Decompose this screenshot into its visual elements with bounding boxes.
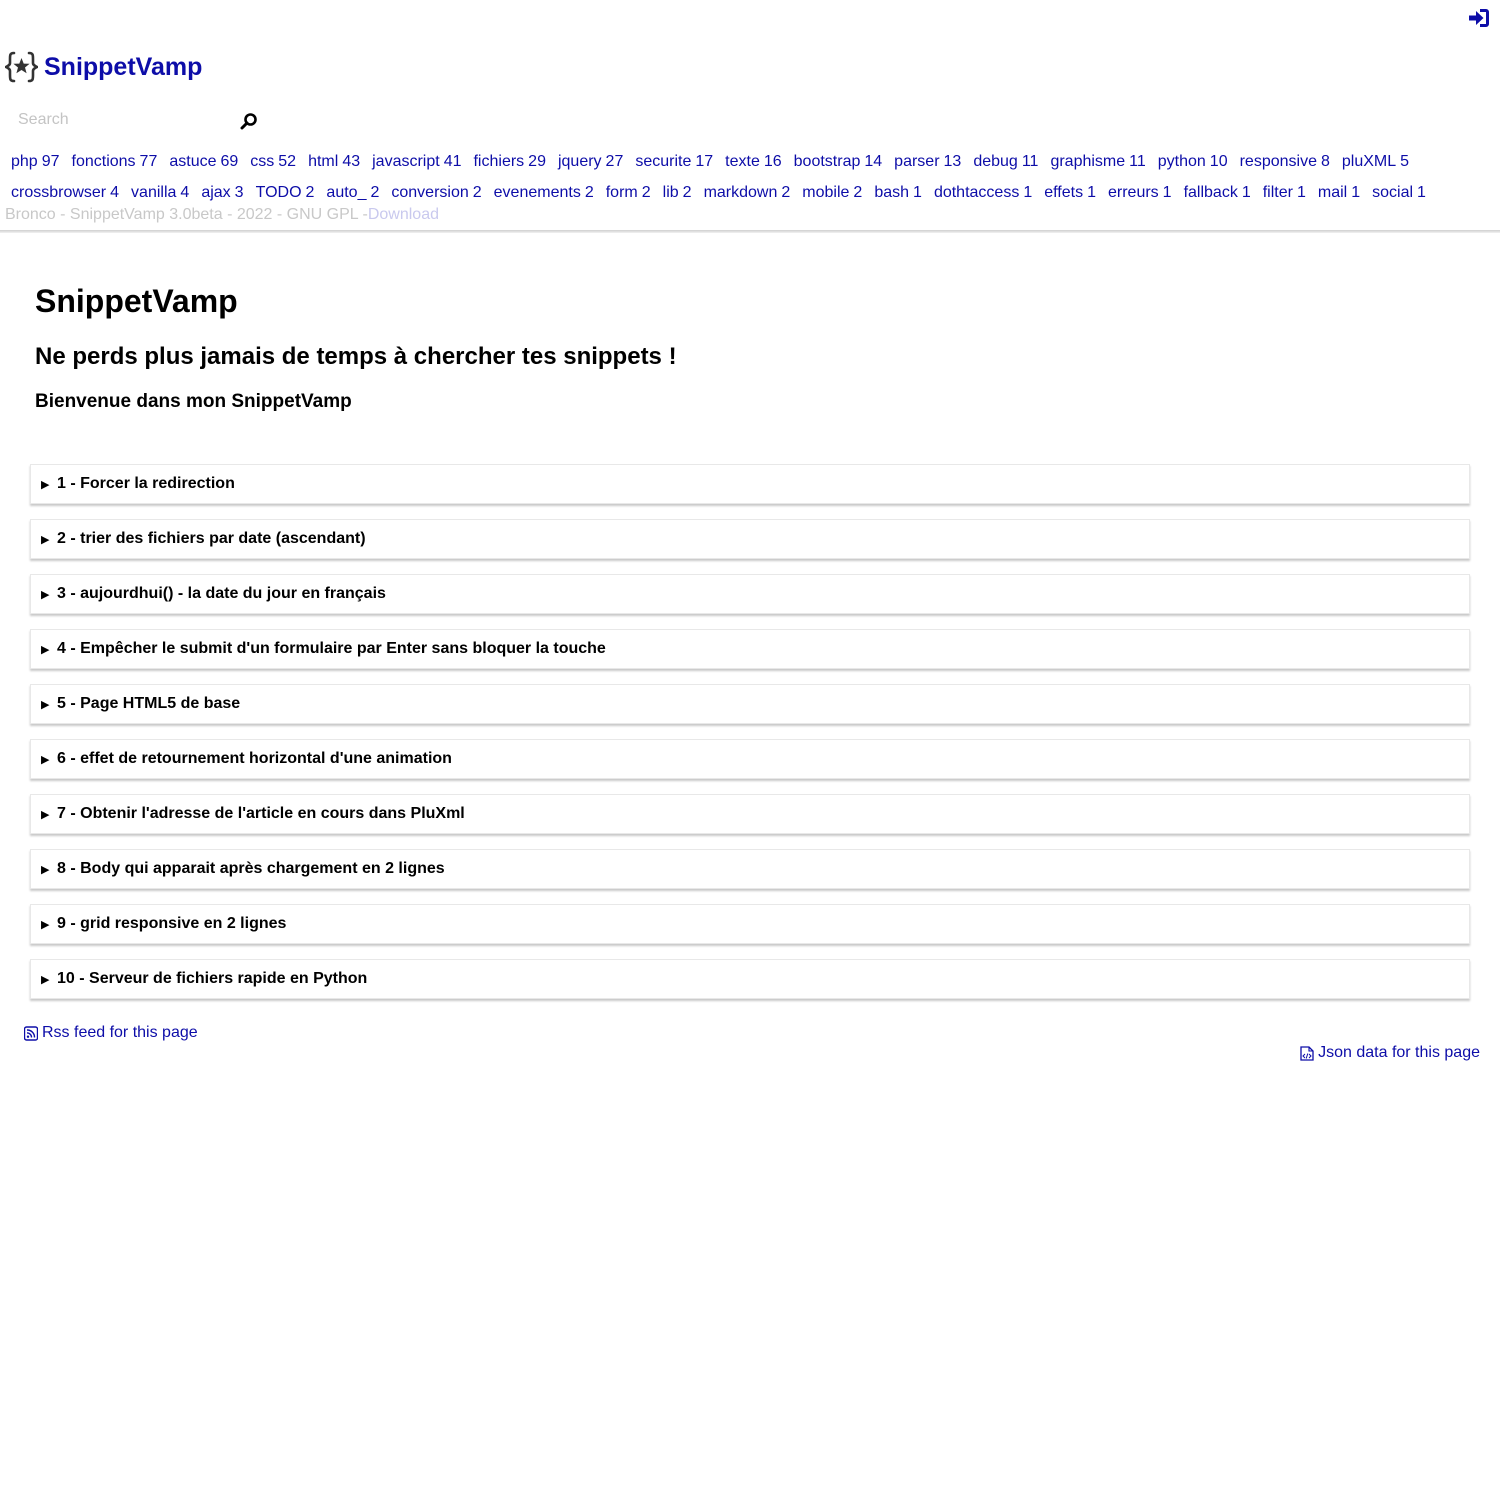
tag-count: 2 (781, 184, 791, 201)
snippet-item[interactable] (30, 849, 1470, 889)
snippet-title: 10 - Serveur de fichiers rapide en Python (57, 970, 368, 987)
tag-name: lib (662, 184, 679, 201)
snippet-title: 9 - grid responsive en 2 lignes (57, 915, 287, 932)
tag-link[interactable] (1342, 146, 1409, 177)
login-button[interactable] (1468, 8, 1490, 28)
tag-count: 2 (472, 184, 482, 201)
tag-count: 17 (695, 153, 714, 170)
json-file-icon (1300, 1046, 1314, 1061)
snippet-item[interactable] (30, 794, 1470, 834)
tag-link[interactable] (1263, 177, 1306, 208)
tag-name: graphisme (1050, 153, 1126, 170)
tag-name: dothtaccess (933, 184, 1020, 201)
expand-triangle-icon: ▶ (41, 588, 50, 601)
tag-link[interactable] (1318, 177, 1360, 208)
tag-link[interactable] (11, 146, 60, 177)
tag-link[interactable] (894, 146, 961, 177)
tag-count: 10 (1209, 153, 1228, 170)
tag-link[interactable] (1240, 146, 1330, 177)
tag-name: php (11, 153, 38, 170)
tag-link[interactable] (1044, 177, 1096, 208)
tag-count: 1 (1296, 184, 1306, 201)
brand[interactable] (5, 50, 202, 84)
tag-name: mail (1317, 184, 1348, 201)
tag-count: 2 (370, 184, 380, 201)
tag-name: css (250, 153, 275, 170)
tag-count: 69 (220, 153, 239, 170)
tag-name: pluXML (1341, 153, 1397, 170)
tag-count: 2 (682, 184, 692, 201)
tag-name: filter (1262, 184, 1293, 201)
tag-link[interactable] (1184, 177, 1251, 208)
tag-link[interactable] (72, 146, 158, 177)
expand-triangle-icon: ▶ (41, 973, 50, 986)
tag-name: TODO (255, 184, 302, 201)
tag-name: effets (1044, 184, 1084, 201)
credits (5, 205, 439, 225)
tag-count: 1 (1241, 184, 1251, 201)
tag-link[interactable] (558, 146, 623, 177)
tag-link[interactable] (663, 177, 692, 208)
tag-link[interactable] (1108, 177, 1172, 208)
tag-name: evenements (493, 184, 581, 201)
tag-name: bash (874, 184, 910, 201)
expand-triangle-icon: ▶ (41, 698, 50, 711)
tag-link[interactable] (201, 177, 243, 208)
tag-count: 1 (1417, 184, 1426, 201)
tag-link[interactable] (934, 177, 1032, 208)
tag-link[interactable] (874, 177, 922, 208)
tag-name: ajax (201, 184, 231, 201)
tag-link[interactable] (256, 177, 315, 208)
tag-cloud (5, 146, 1455, 208)
tag-count: 1 (1023, 184, 1033, 201)
tag-name: crossbrowser (11, 184, 107, 201)
tag-name: debug (973, 153, 1018, 170)
rss-icon (24, 1026, 38, 1041)
tag-link[interactable] (250, 146, 296, 177)
tag-count: 43 (342, 153, 361, 170)
search-button[interactable] (240, 111, 260, 131)
snippet-item[interactable] (30, 629, 1470, 669)
tag-link[interactable] (725, 146, 781, 177)
tag-link[interactable] (635, 146, 713, 177)
snippet-title: 4 - Empêcher le submit d'un formulaire par Enter sans bloquer la touche (57, 640, 606, 657)
tag-count: 1 (1162, 184, 1172, 201)
snippet-title: 6 - effet de retournement horizontal d'une animation (57, 750, 452, 767)
tag-count: 11 (1129, 153, 1146, 170)
snippet-item[interactable] (30, 574, 1470, 614)
tag-count: 16 (763, 153, 782, 170)
tag-count: 27 (605, 153, 624, 170)
tag-count: 2 (853, 184, 863, 201)
tag-link[interactable] (473, 146, 545, 177)
tag-link[interactable] (794, 146, 883, 177)
expand-triangle-icon: ▶ (41, 643, 50, 656)
tag-name: securite (635, 153, 692, 170)
header-divider (0, 230, 1500, 233)
tag-name: auto_ (326, 184, 367, 201)
expand-triangle-icon: ▶ (41, 863, 50, 876)
rss-feed-link[interactable] (24, 1024, 198, 1042)
snippet-item[interactable] (30, 959, 1470, 999)
snippet-title: 5 - Page HTML5 de base (57, 695, 241, 712)
tag-name: fichiers (473, 153, 525, 170)
tag-count: 2 (584, 184, 594, 201)
tag-link[interactable] (1372, 177, 1426, 208)
expand-triangle-icon: ▶ (41, 808, 50, 821)
tag-link[interactable] (326, 177, 379, 208)
rss-feed-label: Rss feed for this page (42, 1024, 198, 1041)
snippet-item[interactable] (30, 684, 1470, 724)
tag-count: 77 (139, 153, 158, 170)
tag-count: 2 (305, 184, 315, 201)
welcome-text: Bienvenue dans mon SnippetVamp (35, 391, 352, 412)
tag-name: parser (894, 153, 940, 170)
expand-triangle-icon: ▶ (41, 533, 50, 546)
tag-name: markdown (703, 184, 778, 201)
search-icon (240, 112, 258, 130)
tag-name: form (605, 184, 638, 201)
tag-count: 1 (1351, 184, 1361, 201)
json-data-label: Json data for this page (1318, 1044, 1480, 1061)
tag-link[interactable] (1050, 146, 1145, 177)
brand-name-link[interactable]: SnippetVamp (44, 53, 203, 81)
tag-link[interactable] (704, 177, 791, 208)
tag-name: erreurs (1107, 184, 1159, 201)
tag-name: fonctions (71, 153, 136, 170)
tag-link[interactable] (169, 146, 238, 177)
snippet-star-braces-icon (5, 50, 38, 84)
expand-triangle-icon: ▶ (41, 918, 50, 931)
snippet-title: 3 - aujourdhui() - la date du jour en français (57, 585, 386, 602)
tag-count: 3 (234, 184, 244, 201)
tag-name: fallback (1183, 184, 1238, 201)
tag-name: jquery (557, 153, 602, 170)
snippet-title: 2 - trier des fichiers par date (ascendant) (57, 530, 366, 547)
tag-name: javascript (372, 153, 440, 170)
snippet-title: 7 - Obtenir l'adresse de l'article en cours dans PluXml (57, 805, 465, 822)
tag-name: vanilla (131, 184, 177, 201)
tag-link[interactable] (308, 146, 360, 177)
tag-name: social (1372, 184, 1414, 201)
tag-count: 11 (1021, 153, 1039, 170)
tag-link[interactable] (372, 146, 461, 177)
json-data-link[interactable] (1300, 1044, 1480, 1062)
tag-name: python (1157, 153, 1206, 170)
snippet-item[interactable] (30, 464, 1470, 504)
snippet-item[interactable] (30, 519, 1470, 559)
tag-count: 14 (864, 153, 883, 170)
tag-link[interactable] (802, 177, 862, 208)
tag-count: 1 (913, 184, 922, 201)
page-title: SnippetVamp (35, 283, 238, 319)
download-link[interactable]: Download (367, 206, 439, 223)
snippet-title: 8 - Body qui apparait après chargement en 2 lignes (57, 860, 445, 877)
tag-link[interactable] (606, 177, 651, 208)
snippet-title: 1 - Forcer la redirection (57, 475, 235, 492)
tag-name: html (308, 153, 339, 170)
tag-count: 41 (443, 153, 462, 170)
tag-count: 97 (41, 153, 60, 170)
tag-count: 29 (528, 153, 546, 170)
tag-count: 8 (1320, 153, 1330, 170)
tag-link[interactable] (131, 177, 189, 208)
tag-link[interactable] (494, 177, 594, 208)
tag-count: 4 (110, 184, 120, 201)
snippet-item[interactable] (30, 739, 1470, 779)
tag-name: responsive (1239, 153, 1317, 170)
tag-link[interactable] (391, 177, 481, 208)
tag-count: 2 (641, 184, 651, 201)
expand-triangle-icon: ▶ (41, 753, 50, 766)
tag-count: 4 (180, 184, 190, 201)
tag-name: astuce (169, 153, 217, 170)
tag-count: 13 (943, 153, 962, 170)
search-input[interactable] (10, 107, 243, 133)
tag-link[interactable] (973, 146, 1038, 177)
tag-name: conversion (391, 184, 469, 201)
snippet-item[interactable] (30, 904, 1470, 944)
page-subtitle: Ne perds plus jamais de temps à chercher tes snippets ! (35, 343, 677, 370)
tag-name: mobile (802, 184, 850, 201)
tag-name: texte (725, 153, 760, 170)
sign-in-icon (1468, 8, 1490, 28)
search-form (10, 107, 260, 135)
expand-triangle-icon: ▶ (41, 478, 50, 491)
snippet-list (30, 464, 1470, 1014)
tag-link[interactable] (1158, 146, 1228, 177)
credits-text: Bronco - SnippetVamp 3.0beta - 2022 - GNU GPL - (5, 206, 368, 223)
tag-name: bootstrap (793, 153, 861, 170)
tag-count: 5 (1400, 153, 1410, 170)
tag-count: 1 (1087, 184, 1096, 201)
tag-link[interactable] (11, 177, 119, 208)
tag-count: 52 (278, 153, 297, 170)
